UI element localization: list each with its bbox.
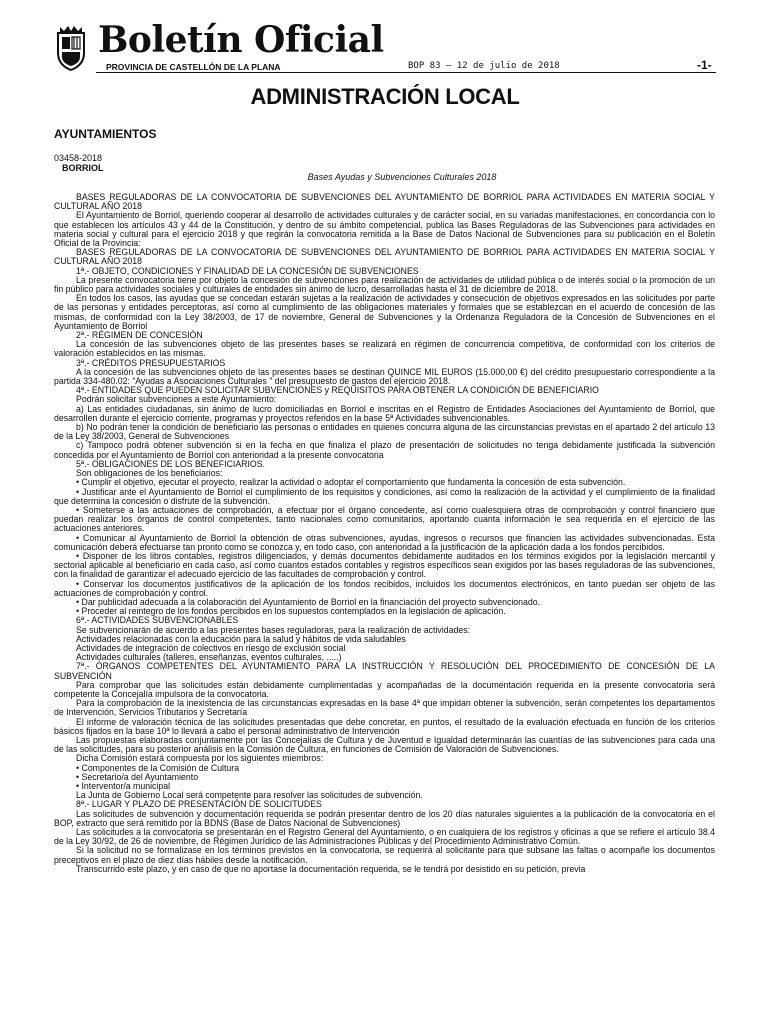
section-title: ADMINISTRACIÓN LOCAL: [250, 84, 520, 109]
body-paragraph: 7ª.- ÓRGANOS COMPETENTES DEL AYUNTAMIENTO PARA LA INSTRUCCIÓN Y RESOLUCIÓN DEL PROCEDIMIENTO DE CONCESIÓN DE LA SUBVENCIÓN: [54, 661, 715, 681]
announcement-body: [54, 193, 715, 1021]
body-paragraph: Para la comprobación de la inexistencia de las circunstancias expresadas en la base 4ª que impidan obtener la subvención, serán competentes los departamentos de Intervención, Servicios Tributarios y Secretaría: [54, 698, 715, 718]
body-paragraph: • Interventor/a municipal: [76, 781, 171, 791]
body-paragraph: • Dar publicidad adecuada a la colaboración del Ayuntamiento de Borriol en la financiación del proyecto subvencionado.: [76, 596, 541, 607]
body-paragraph: 8ª.- LUGAR Y PLAZO DE PRESENTACIÓN DE SOLICITUDES: [76, 799, 322, 810]
body-paragraph: b) No podrán tener la condición de beneficiario las personas o entidades en quienes concurra alguna de las circunstancias previstas en el apartado 2 del artículo 13 de la Ley 38/2003, General de Subvenciones: [54, 422, 715, 442]
body-paragraph: Si la solicitud no se formalizase en los términos previstos en la convocatoria, se requerirá al solicitante para que subsane las faltas o acompañe los documentos preceptivos en el plazo de diez días hábiles desde la notificación.: [54, 845, 715, 865]
body-paragraph: En todos los casos, las ayudas que se concedan estarán sujetas a la realización de actividades y consecución de objetivos expresados en las solicitudes por parte de las personas y entidades perceptoras, así como al cumplimiento de las obligaciones materiales y formales que se establezcan en el acuerdo de concesión de las mismas, de conformidad con la Ley 38/2003, de 17 de noviembre, General de Subvenciones y la Ordenanza Reguladora de la Concesión de Subvenciones en el Ayuntamiento de Borriol: [54, 293, 715, 331]
body-paragraph: Para comprobar que las solicitudes están debidamente cumplimentadas y acompañadas de la documentación requerida en la presente convocatoria será competente la Concejalía impulsora de la convocatoria.: [54, 679, 715, 699]
body-paragraph: Las solicitudes a la convocatoria se presentarán en el Registro General del Ayuntamiento, o en cualquiera de los registros y oficinas a que se refiere el artículo 38.4 de la Ley 30/92, de 26 de noviembre, de Régimen Jurídico de las Administraciones Públicas y del Procedimiento Administrativo Común.: [54, 827, 715, 847]
body-paragraph: El Ayuntamiento de Borriol, queriendo cooperar al desarrollo de actividades culturales y de carácter social, en su variadas manifestaciones, en concordancia con lo que establecen los artículos 43 y 44 de la Constitución, y dentro de su ámbito competencial, publica las Bases Reguladoras de las Subvenciones para actividades en materia social y cultural para el ejercicio 2018 y que regirán la convocatoria remitida a la Base de Datos Nacional de Subvenciones para su publicación en el Boletín Oficial de la Provincia:: [54, 210, 715, 249]
body-paragraph: Dicha Comisión estará compuesta por los siguientes miembros:: [76, 753, 324, 764]
body-paragraph: Actividades de integración de colectivos en riesgo de exclusión social: [76, 642, 346, 653]
coat-of-arms-icon: [54, 25, 88, 71]
municipality-name: BORRIOL: [62, 163, 104, 173]
subsection-title: AYUNTAMIENTOS: [54, 127, 157, 141]
body-paragraph: Actividades culturales (talleres, enseñanzas, eventos culturales, .....): [76, 652, 342, 663]
body-paragraph: • Comunicar al Ayuntamiento de Borriol la obtención de otras subvenciones, ayudas, ingresos o recursos que financien las actividades subvencionadas. Esta comunicación deberá efectuarse tan pronto como se conozca y, en todo caso, con anterioridad a la justificación de la aplicación dada a los fondos percibidos.: [54, 532, 715, 552]
body-paragraph: A la concesión de las subvenciones objeto de las presentes bases se destinan QUINCE MIL EUROS (15.000,00 €) del crédito presupuestario correspondiente a la partida 334-480.02: “Ayudas a Asociaciones Culturales ” del presupuesto de gastos del ejercicio 2018.: [54, 366, 715, 387]
body-paragraph: • Cumplir el objetivo, ejecutar el proyecto, realizar la actividad o adoptar el comportamiento que fundamenta la concesión de esta subvención.: [76, 477, 626, 488]
body-paragraph: • Someterse a las actuaciones de comprobación, a efectuar por el órgano concedente, así como cualesquiera otras de comprobación y control financiero que puedan realizar los órganos de control competentes, tanto nacionales como comunitarios, aportando cuanta información le sea requerida en el ejercicio de las actuaciones anteriores.: [54, 504, 715, 534]
body-paragraph: Las solicitudes de subvención y documentación requerida se podrán presentar dentro de los 20 días naturales siguientes a la publicación de la convocatoria en el BOP, extracto que será remitido por la BDNS (Base de Datos Nacional de Subvenciones): [54, 808, 715, 828]
body-paragraph: c) Tampoco podrá obtener subvención si en la fecha en que finaliza el plazo de presentación de solicitudes no tenga debidamente justificada la subvención concedida por el Ayuntamiento de Borriol con anterioridad a la presente convocatoria: [54, 440, 715, 460]
body-paragraph: • Componentes de la Comisión de Cultura: [76, 762, 240, 773]
body-paragraph: 3ª.- CRÉDITOS PRESUPUESTARIOS: [76, 357, 226, 368]
body-paragraph: La concesión de las subvenciones objeto de las presentes bases se realizará en régimen de concurrencia competitiva, de conformidad con los criterios de valoración establecidos en las mismas.: [54, 339, 715, 359]
body-paragraph: • Justificar ante el Ayuntamiento de Borriol el cumplimiento de los requisitos y condiciones, así como la realización de la actividad y el cumplimiento de la finalidad que determina la concesión o disfrute de la subvención.: [54, 486, 715, 506]
body-paragraph: 2ª.- RÉGIMEN DE CONCESIÓN: [76, 330, 203, 341]
province-name: PROVINCIA DE CASTELLÓN DE LA PLANA: [106, 62, 281, 72]
body-paragraph: • Conservar los documentos justificativos de la aplicación de los fondos recibidos, incluidos los documentos electrónicos, en tanto puedan ser objeto de las actuaciones de comprobación y control.: [54, 578, 715, 598]
body-paragraph: • Disponer de los libros contables, registros diligenciados, y demás documentos debidamente auditados en los términos exigidos por la legislación mercantil y sectorial aplicable al beneficiario en cada caso, así como cuantos estados contables y registros específicos sean exigidos por las bases reguladoras de las subvenciones, con la finalidad de garantizar el adecuado ejercicio de las facultades de comprobación y control.: [54, 550, 715, 580]
body-paragraph: Las propuestas elaboradas conjuntamente por las Concejalías de Cultura y de Juventud e Igualdad determinarán las cuantías de las subvenciones para cada una de las solicitudes, para su posterior análisis en la Comisión de Cultura, en funciones de Comisión de Valoración de Subvenciones.: [54, 734, 715, 755]
announcement-title: Bases Ayudas y Subvenciones Culturales 2018: [307, 172, 497, 182]
body-paragraph: Podrán solicitar subvenciones a este Ayuntamiento:: [76, 394, 277, 405]
body-paragraph: 5ª.- OBLIGACIONES DE LOS BENEFICIARIOS.: [76, 458, 265, 469]
body-paragraph: • Secretario/a del Ayuntamiento: [76, 771, 199, 782]
page-number: -1-: [697, 58, 712, 72]
body-paragraph: BASES REGULADORAS DE LA CONVOCATORIA DE SUBVENCIONES DEL AYUNTAMIENTO DE BORRIOL PARA ACTIVIDADES EN MATERIA SOCIAL Y CULTURAL AÑO 2018: [54, 247, 715, 267]
body-paragraph: Transcurrido este plazo, y en caso de que no aportase la documentación requerida, se le tendrá por desistido en su petición, previa: [76, 863, 586, 874]
body-paragraph: El informe de valoración técnica de las solicitudes presentadas que debe concretar, en puntos, el resultado de la evaluación efectuada en función de los criterios básicos fijados en la base 10ª lo llevará a cabo el personal administrativo de Intervención: [54, 716, 715, 736]
body-paragraph: a) Las entidades ciudadanas, sin ánimo de lucro domiciliadas en Borriol e inscritas en el Registro de Entidades Asociaciones del Ayuntamiento de Borriol, que desarrollen durante el ejercicio corriente, programas y proyectos referidos en la base 5ª Actividades subvencionables.: [54, 403, 715, 423]
body-paragraph: • Proceder al reintegro de los fondos percibidos en los supuestos contemplados en la legislación de aplicación.: [76, 606, 506, 617]
announcement-id: 03458-2018: [54, 153, 103, 163]
body-paragraph: La Junta de Gobierno Local será competente para resolver las solicitudes de subvención.: [76, 790, 423, 801]
body-paragraph: Son obligaciones de los beneficiarios:: [76, 468, 223, 479]
body-paragraph: BASES REGULADORAS DE LA CONVOCATORIA DE SUBVENCIONES DEL AYUNTAMIENTO DE BORRIOL PARA ACTIVIDADES EN MATERIA SOCIAL Y CULTURAL AÑO 2018: [54, 193, 715, 212]
bulletin-masthead: Boletín Oficial: [98, 19, 384, 61]
header-divider: [96, 72, 716, 73]
issue-reference: BOP 83 – 12 de julio de 2018: [408, 61, 560, 71]
body-paragraph: 6ª.- ACTIVIDADES SUBVENCIONABLES: [76, 615, 239, 626]
body-paragraph: La presente convocatoria tiene por objeto la concesión de subvenciones para realización de actividades de utilidad pública o de interés social o la promoción de un fin público para actividades sociales y culturales de entidades sin ánimo de lucro, desarrolladas hasta el 31 de diciembre de 2018.: [54, 274, 715, 295]
body-paragraph: Se subvencionarán de acuerdo a las presentes bases reguladoras, para la realización de actividades:: [76, 624, 470, 635]
body-paragraph: 4ª.- ENTIDADES QUE PUEDEN SOLICITAR SUBVENCIONES y REQUISITOS PARA OBTENER LA CONDICIÓN DE BENEFICIARIO: [76, 385, 599, 396]
body-paragraph: 1ª.- OBJETO, CONDICIONES Y FINALIDAD DE LA CONCESIÓN DE SUBVENCIONES: [76, 265, 419, 276]
body-paragraph: Actividades relacionadas con la educación para la salud y hábitos de vida saludables: [76, 633, 406, 644]
